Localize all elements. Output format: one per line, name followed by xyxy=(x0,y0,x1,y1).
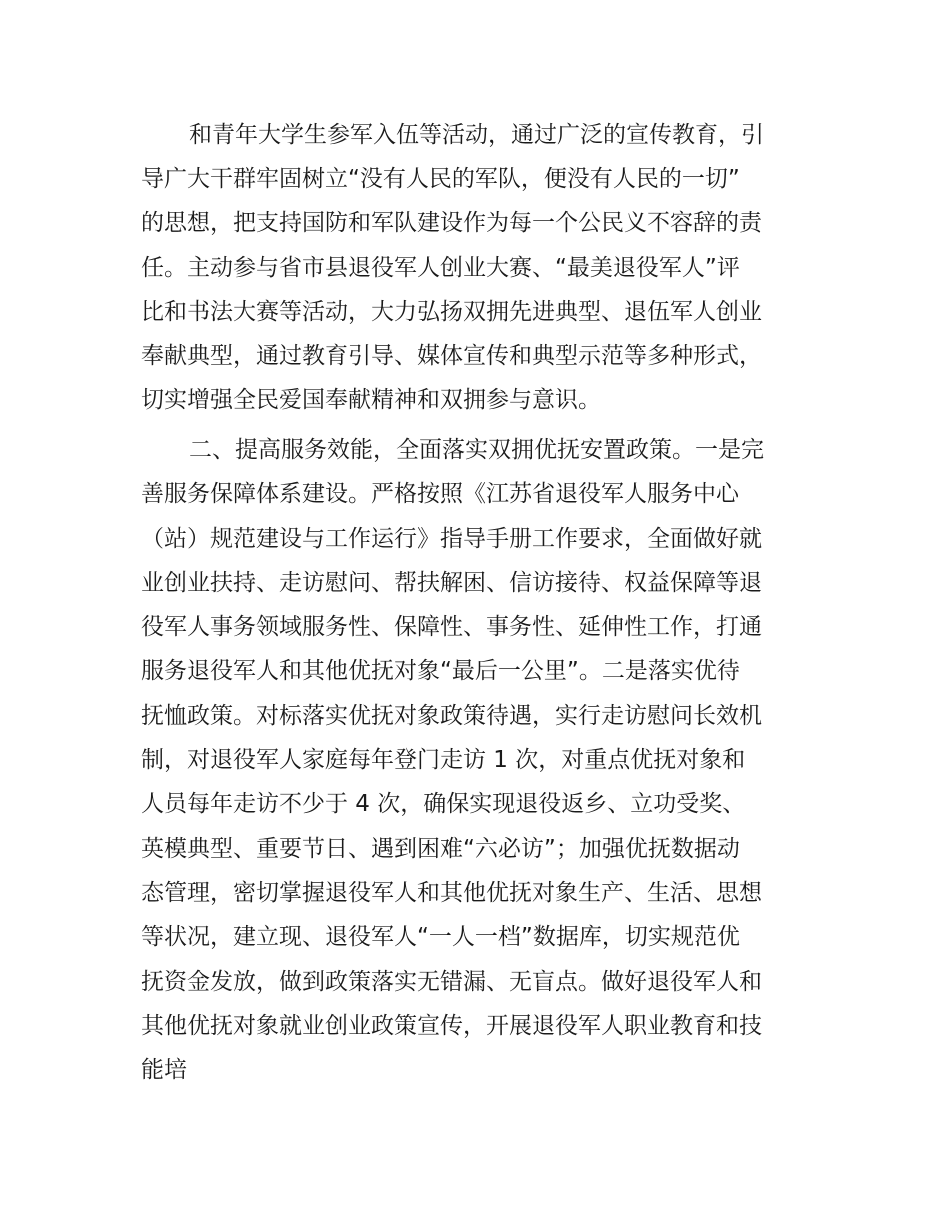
paragraph-line: 业创业扶持、走访慰问、帮扶解困、信访接待、权益保障等退 xyxy=(141,570,762,596)
paragraph-line: 其他优抚对象就业创业政策宣传，开展退役军人职业教育和技 xyxy=(141,1013,762,1039)
paragraph-line: 能培 xyxy=(141,1057,187,1083)
paragraph-line: 善服务保障体系建设。严格按照《江苏省退役军人服务中心 xyxy=(141,481,739,507)
paragraph-line: 切实增强全民爱国奉献精神和双拥参与意识。 xyxy=(141,387,601,413)
paragraph-line: 抚资金发放，做到政策落实无错漏、无盲点。做好退役军人和 xyxy=(141,969,762,995)
paragraph-line: 英模典型、重要节日、遇到困难“六必访”；加强优抚数据动 xyxy=(141,836,740,862)
paragraph-line: 制，对退役军人家庭每年登门走访 1 次，对重点优抚对象和 xyxy=(141,747,746,773)
paragraph-line: 二、提高服务效能，全面落实双拥优抚安置政策。一是完 xyxy=(189,437,764,463)
paragraph-line: 奉献典型，通过教育引导、媒体宣传和典型示范等多种形式， xyxy=(141,343,762,369)
paragraph-line: 役军人事务领域服务性、保障性、事务性、延伸性工作，打通 xyxy=(141,614,762,640)
paragraph-line: （站）规范建设与工作运行》指导手册工作要求，全面做好就 xyxy=(141,526,762,552)
paragraph-line: 和青年大学生参军入伍等活动，通过广泛的宣传教育，引 xyxy=(189,122,764,148)
paragraph-line: 任。主动参与省市县退役军人创业大赛、“最美退役军人”评 xyxy=(141,255,740,281)
paragraph-line: 服务退役军人和其他优抚对象“最后一公里”。二是落实优待 xyxy=(141,658,740,684)
paragraph-line: 比和书法大赛等活动，大力弘扬双拥先进典型、退伍军人创业 xyxy=(141,299,762,325)
paragraph-line: 态管理，密切掌握退役军人和其他优抚对象生产、生活、思想 xyxy=(141,880,762,906)
paragraph-line: 等状况，建立现、退役军人“一人一档”数据库，切实规范优 xyxy=(141,924,740,950)
paragraph-line: 的思想，把支持国防和军队建设作为每一个公民义不容辞的责 xyxy=(141,210,762,236)
paragraph-line: 抚恤政策。对标落实优抚对象政策待遇，实行走访慰问长效机 xyxy=(141,703,762,729)
paragraph-line: 导广大干群牢固树立“没有人民的军队，便没有人民的一切” xyxy=(141,166,740,192)
paragraph-line: 人员每年走访不少于 4 次，确保实现退役返乡、立功受奖、 xyxy=(141,791,746,817)
